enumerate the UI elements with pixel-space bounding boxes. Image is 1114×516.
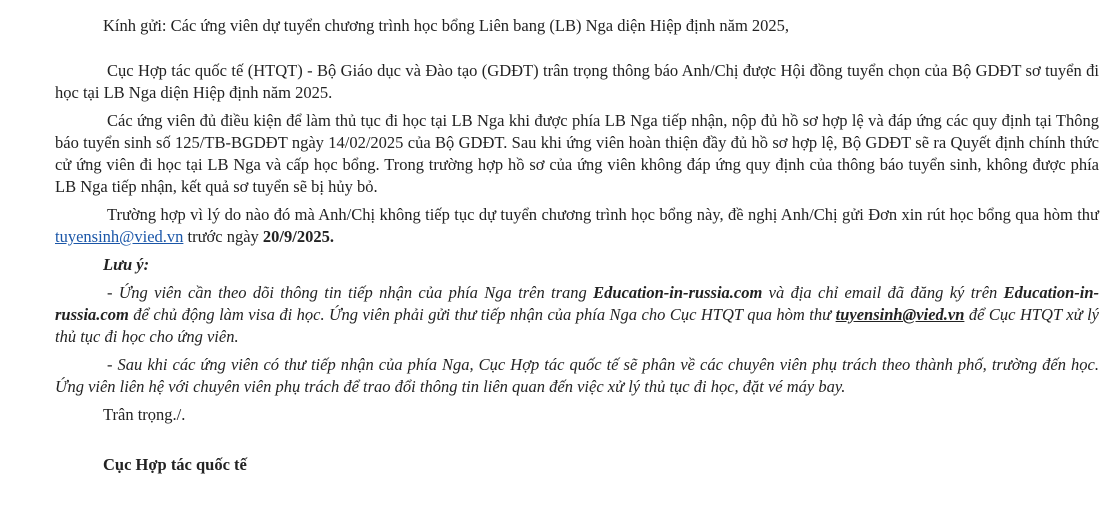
email-link[interactable]: tuyensinh@vied.vn	[55, 227, 184, 246]
note1-text-b: và địa chỉ email đã đăng ký trên	[762, 283, 1004, 302]
paragraph-intro: Cục Hợp tác quốc tế (HTQT) - Bộ Giáo dục và Đào tạo (GDĐT) trân trọng thông báo Anh/Chị được Hội đồng tuyển chọn của Bộ GDĐT sơ tuyển đi học tại LB Nga diện Hiệp định năm 2025.	[55, 61, 1099, 102]
signature: Cục Hợp tác quốc tế	[103, 455, 247, 474]
note1-text-a: - Ứng viên cần theo dõi thông tin tiếp nhận của phía Nga trên trang	[107, 283, 594, 302]
note1-text-d: để Cục HTQT xử lý thủ tục đi học cho ứng viên.	[55, 305, 1099, 346]
withdrawal-text: Trường hợp vì lý do nào đó mà Anh/Chị không tiếp tục dự tuyển chương trình học bổng này, đề nghị Anh/Chị gửi Đơn xin rút học bổng qua hòm thư	[107, 205, 1099, 224]
note-label: Lưu ý:	[103, 255, 150, 274]
paragraph-conditions: Các ứng viên đủ điều kiện để làm thủ tục đi học tại LB Nga khi được phía LB Nga tiếp nhận, nộp đủ hồ sơ hợp lệ và đáp ứng các quy định tại Thông báo tuyển sinh số 125/TB-BGDĐT ngày 14/02/2025 của Bộ GDĐT. Sau khi ứng viên hoàn thiện đầy đủ hồ sơ hợp lệ, Bộ GDĐT sẽ ra Quyết định chính thức cử ứng viên đi học tại LB Nga và cấp học bổng. Trong trường hợp hồ sơ của ứng viên không đáp ứng quy định của thông báo tuyển sinh, không được phía LB Nga tiếp nhận, kết quả sơ tuyển sẽ bị hủy bỏ.	[55, 111, 1099, 196]
greeting: Kính gửi: Các ứng viên dự tuyển chương trình học bổng Liên bang (LB) Nga diện Hiệp định năm 2025,	[103, 16, 790, 35]
withdrawal-text-middle: trước ngày	[183, 227, 263, 246]
closing: Trân trọng./.	[103, 405, 186, 424]
site-link-2: Education-in-russia.com	[55, 283, 1099, 324]
note1-text-c: để chủ động làm visa đi học. Ứng viên phải gửi thư tiếp nhận của phía Nga cho Cục HTQT qua hòm thư	[128, 305, 836, 324]
paragraph-withdrawal	[55, 204, 1099, 248]
email-link-note[interactable]: tuyensinh@vied.vn	[835, 305, 965, 324]
letter-body	[55, 0, 1099, 476]
site-link-1: Education-in-russia.com	[593, 283, 763, 302]
deadline-date: 20/9/2025.	[262, 227, 334, 246]
note-item-2: - Sau khi các ứng viên có thư tiếp nhận của phía Nga, Cục Hợp tác quốc tế sẽ phân về các chuyên viên phụ trách theo thành phố, trường đến học. Ứng viên liên hệ với chuyên viên phụ trách để trao đổi thông tin liên quan đến việc xử lý thủ tục đi học, đặt vé máy bay.	[55, 355, 1099, 396]
note-item-1	[55, 282, 1099, 348]
